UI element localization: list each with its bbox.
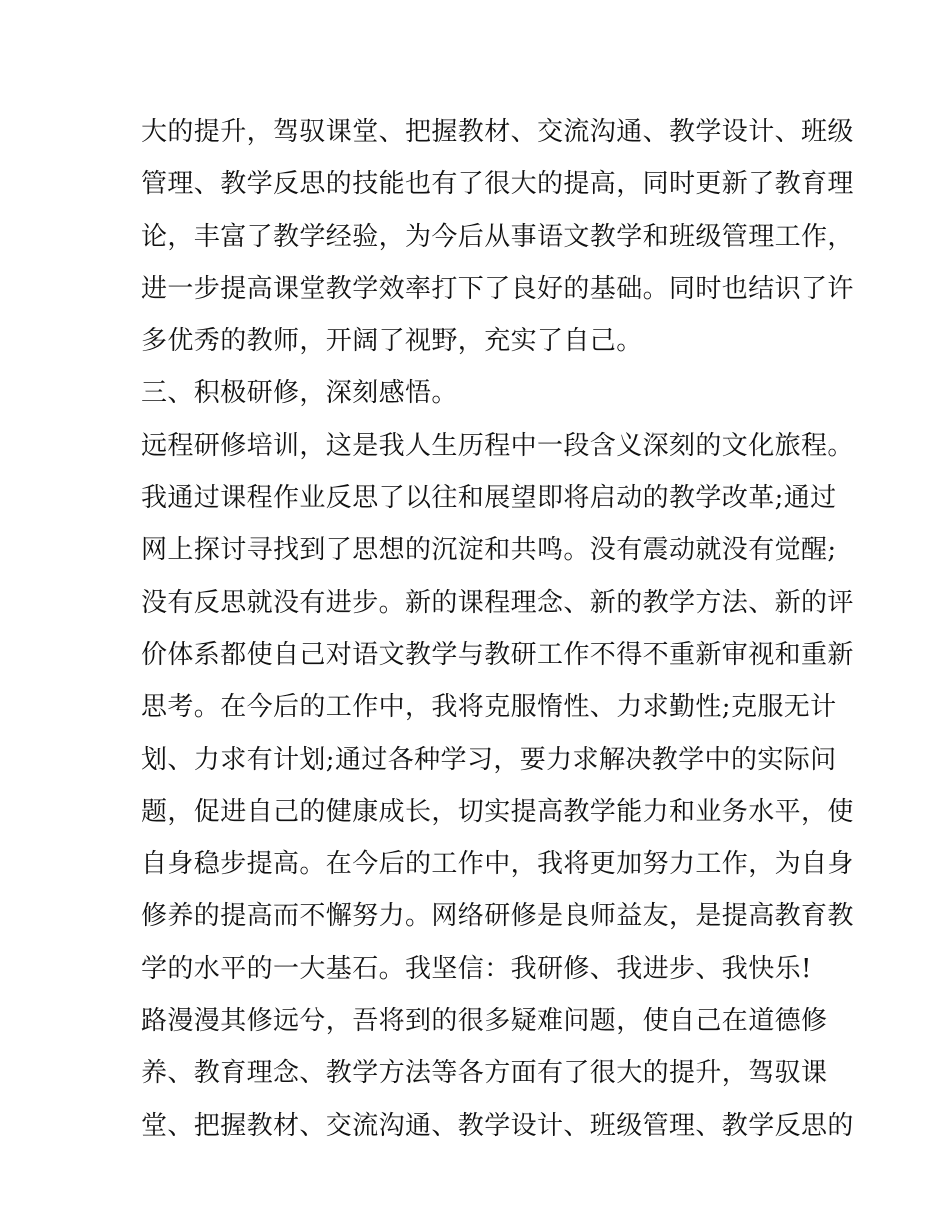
text-line: 划、力求有计划;通过各种学习，要力求解决教学中的实际问 xyxy=(141,744,837,775)
text-line: 思考。在今后的工作中，我将克服惰性、力求勤性;克服无计 xyxy=(141,692,837,723)
text-line: 管理、教学反思的技能也有了很大的提高，同时更新了教育理 xyxy=(141,169,854,200)
text-line: 论，丰富了教学经验，为今后从事语文教学和班级管理工作， xyxy=(141,221,854,252)
text-line: 多优秀的教师，开阔了视野，充实了自己。 xyxy=(141,326,643,357)
text-line: 进一步提高课堂教学效率打下了良好的基础。同时也结识了许 xyxy=(141,273,854,304)
text-line: 修养的提高而不懈努力。网络研修是良师益友，是提高教育教 xyxy=(141,901,854,932)
text-line: 价体系都使自己对语文教学与教研工作不得不重新审视和重新 xyxy=(141,639,854,670)
text-line: 题，促进自己的健康成长，切实提高教学能力和业务水平，使 xyxy=(141,796,854,827)
text-line: 学的水平的一大基石。我坚信：我研修、我进步、我快乐! xyxy=(141,953,812,984)
text-line: 没有反思就没有进步。新的课程理念、新的教学方法、新的评 xyxy=(141,587,854,618)
text-line: 网上探讨寻找到了思想的沉淀和共鸣。没有震动就没有觉醒; xyxy=(141,535,837,566)
text-line: 远程研修培训，这是我人生历程中一段含义深刻的文化旅程。 xyxy=(141,430,854,461)
text-line: 养、教育理念、教学方法等各方面有了很大的提升，驾驭课 xyxy=(141,1058,828,1089)
text-line: 自身稳步提高。在今后的工作中，我将更加努力工作，为自身 xyxy=(141,849,854,880)
section-heading: 三、积极研修，深刻感悟。 xyxy=(141,378,458,409)
text-line: 路漫漫其修远兮，吾将到的很多疑难问题，使自己在道德修 xyxy=(141,1006,828,1037)
text-line: 我通过课程作业反思了以往和展望即将启动的教学改革;通过 xyxy=(141,483,837,514)
text-line: 堂、把握教材、交流沟通、教学设计、班级管理、教学反思的 xyxy=(141,1110,854,1141)
body-text xyxy=(141,106,854,1152)
text-line: 大的提升，驾驭课堂、把握教材、交流沟通、教学设计、班级 xyxy=(141,117,854,147)
